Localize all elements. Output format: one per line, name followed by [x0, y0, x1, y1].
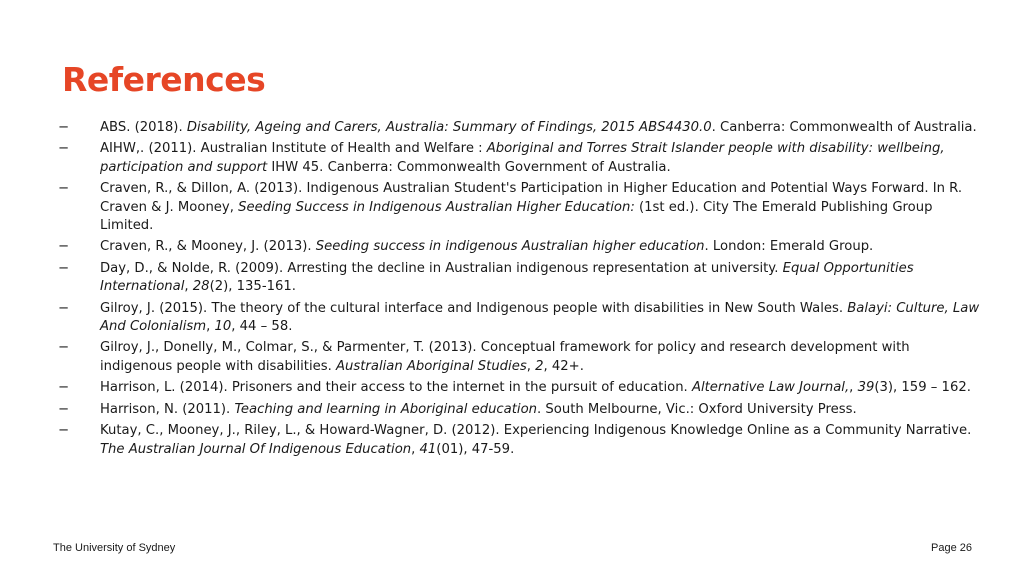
- page-title: References: [62, 60, 266, 100]
- list-marker: −: [58, 340, 70, 356]
- reference-text: (2), 135-161.: [209, 279, 296, 295]
- reference-text: Craven, R., & Dillon, A. (2013). Indigenous Australian Student's Participation in Higher Education and Potential Ways Forward. In R. Craven & J. Mooney,: [100, 181, 963, 215]
- reference-italic-text: 41: [419, 441, 437, 457]
- reference-item: [58, 140, 982, 177]
- list-marker: −: [58, 300, 70, 316]
- reference-item: [58, 300, 982, 337]
- reference-text: Harrison, N. (2011).: [100, 401, 235, 417]
- reference-text: . South Melbourne, Vic.: Oxford University Press.: [537, 401, 857, 417]
- reference-italic-text: The Australian Journal Of Indigenous Education: [100, 441, 412, 457]
- footer-page-number: Page 26: [931, 542, 972, 554]
- reference-text: , 42+.: [543, 358, 584, 374]
- list-marker: −: [58, 260, 70, 276]
- reference-italic-text: Alternative Law Journal,: [691, 380, 850, 396]
- list-marker: −: [58, 401, 70, 417]
- reference-item: [58, 260, 982, 297]
- reference-italic-text: 2: [535, 358, 544, 374]
- reference-text: Kutay, C., Mooney, J., Riley, L., & Howard-Wagner, D. (2012). Experiencing Indigenous Knowledge Online as a Community Narrative.: [100, 423, 972, 439]
- reference-text: ,: [526, 358, 536, 374]
- reference-text: Harrison, L. (2014). Prisoners and their access to the internet in the pursuit of education.: [100, 380, 692, 396]
- list-marker: −: [58, 120, 70, 135]
- reference-italic-text: Seeding Success in Indigenous Australian Higher Education:: [238, 199, 635, 215]
- reference-text: ,: [206, 319, 215, 335]
- reference-text: . Canberra: Commonwealth of Australia.: [711, 120, 977, 135]
- reference-italic-text: Equal Opportunities International: [100, 260, 914, 295]
- list-marker: −: [58, 380, 70, 396]
- reference-text: Gilroy, J., Donelly, M., Colmar, S., & Parmenter, T. (2013). Conceptual framework for policy and research development with indigenous people with disabilities.: [100, 340, 910, 374]
- reference-item: [58, 119, 982, 137]
- reference-text: ,: [184, 279, 193, 295]
- list-marker: −: [58, 423, 70, 439]
- reference-item: [58, 379, 982, 397]
- reference-item: [58, 401, 982, 419]
- reference-italic-text: Australian Aboriginal Studies: [336, 358, 527, 374]
- reference-text: (3), 159 – 162.: [874, 380, 971, 396]
- footer-institution: The University of Sydney: [53, 542, 176, 554]
- reference-text: (01), 47-59.: [436, 441, 515, 457]
- reference-text: (1st ed.). City The Emerald Publishing Group Limited.: [100, 199, 933, 234]
- list-marker: −: [58, 181, 70, 197]
- reference-italic-text: Teaching and learning in Aboriginal education: [234, 401, 538, 417]
- reference-text: Day, D., & Nolde, R. (2009). Arresting the decline in Australian indigenous representation at university.: [100, 260, 783, 276]
- reference-italic-text: 39: [857, 380, 875, 396]
- reference-italic-text: 10: [214, 319, 232, 335]
- reference-item: [58, 339, 982, 376]
- reference-italic-text: 28: [192, 279, 210, 295]
- reference-text: Craven, R., & Mooney, J. (2013).: [100, 239, 316, 255]
- list-marker: −: [58, 141, 70, 157]
- reference-italic-text: Aboriginal and Torres Strait Islander people with disability: wellbeing, participation and support: [100, 141, 945, 175]
- reference-italic-text: Balayi: Culture, Law And Colonialism: [100, 300, 980, 335]
- reference-item: [58, 180, 982, 235]
- reference-text: AIHW,. (2011). Australian Institute of Health and Welfare :: [100, 141, 487, 157]
- list-marker: −: [58, 239, 70, 255]
- reference-text: . London: Emerald Group.: [704, 239, 874, 255]
- reference-text: ,: [849, 380, 858, 396]
- reference-text: Gilroy, J. (2015). The theory of the cultural interface and Indigenous people with disabilities in New South Wales.: [100, 300, 848, 316]
- reference-item: [58, 422, 982, 459]
- reference-text: ABS. (2018).: [100, 120, 187, 135]
- reference-italic-text: Disability, Ageing and Carers, Australia: Summary of Findings, 2015 ABS4430.0: [186, 120, 712, 135]
- reference-item: [58, 238, 982, 256]
- reference-text: ,: [411, 441, 420, 457]
- reference-list: [58, 119, 982, 462]
- reference-text: , 44 – 58.: [231, 319, 293, 335]
- reference-italic-text: Seeding success in indigenous Australian higher education: [315, 239, 705, 255]
- reference-text: IHW 45. Canberra: Commonwealth Government of Australia.: [267, 159, 671, 175]
